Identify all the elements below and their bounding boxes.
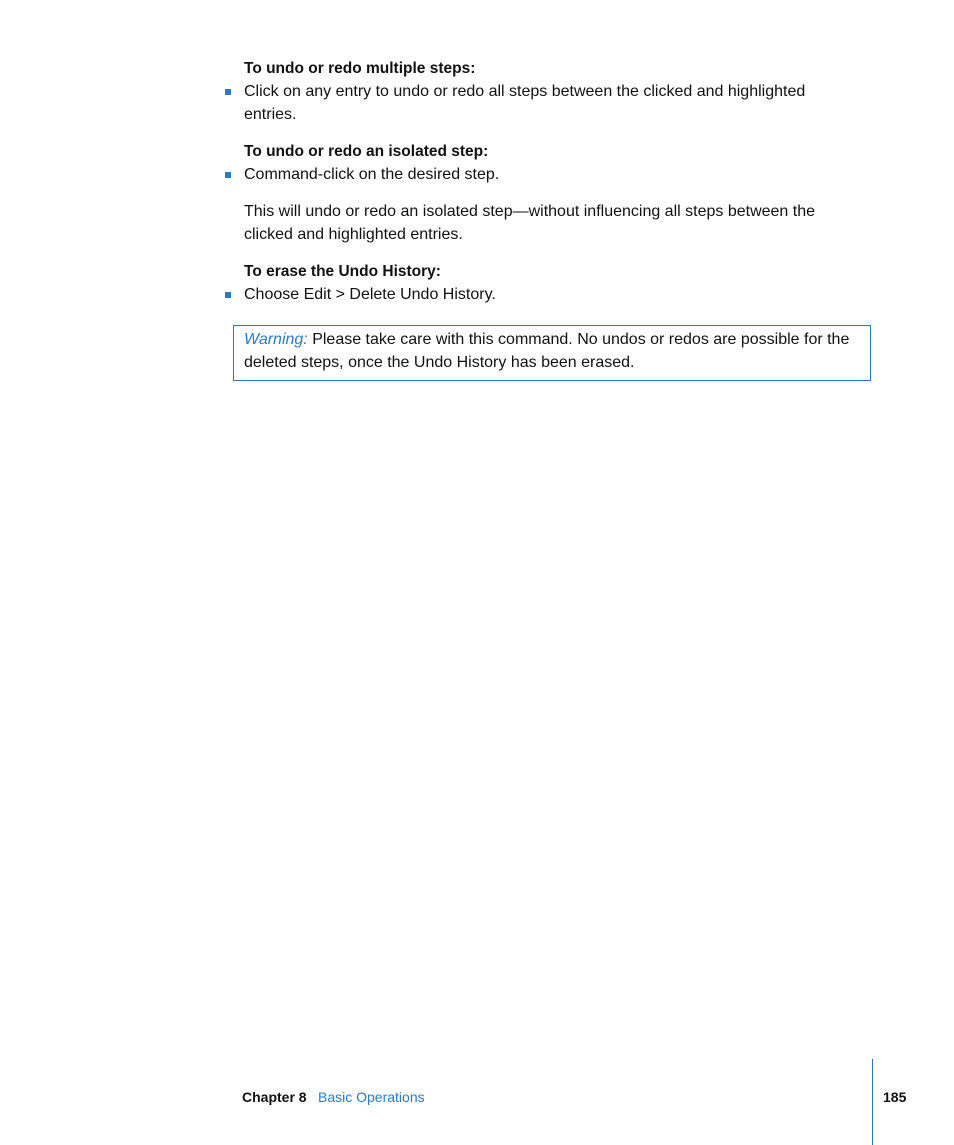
warning-line <box>244 331 849 349</box>
warning-text: Please take care with this command. No undos or redos are possible for the <box>312 331 850 348</box>
section-heading-multiple-steps: To undo or redo multiple steps: <box>244 60 476 77</box>
paragraph-text: clicked and highlighted entries. <box>244 226 463 243</box>
bullet-text: entries. <box>244 106 297 123</box>
warning-label: Warning: <box>244 331 308 348</box>
section-heading-isolated-step: To undo or redo an isolated step: <box>244 143 489 160</box>
bullet-text: Command-click on the desired step. <box>244 166 500 183</box>
warning-box <box>233 325 871 381</box>
section-heading-erase-history: To erase the Undo History: <box>244 263 441 280</box>
footer-divider <box>872 1059 873 1145</box>
bullet-text: Choose Edit > Delete Undo History. <box>244 286 496 303</box>
bullet-text: Click on any entry to undo or redo all steps between the clicked and highlighted <box>244 83 806 100</box>
footer-chapter-title: Basic Operations <box>318 1089 425 1105</box>
page-number: 185 <box>883 1089 907 1105</box>
bullet-marker <box>225 172 231 178</box>
warning-text: deleted steps, once the Undo History has been erased. <box>244 354 635 371</box>
paragraph-text: This will undo or redo an isolated step—without influencing all steps between the <box>244 203 815 220</box>
bullet-marker <box>225 292 231 298</box>
bullet-marker <box>225 89 231 95</box>
footer-chapter: Chapter 8 <box>242 1089 307 1105</box>
